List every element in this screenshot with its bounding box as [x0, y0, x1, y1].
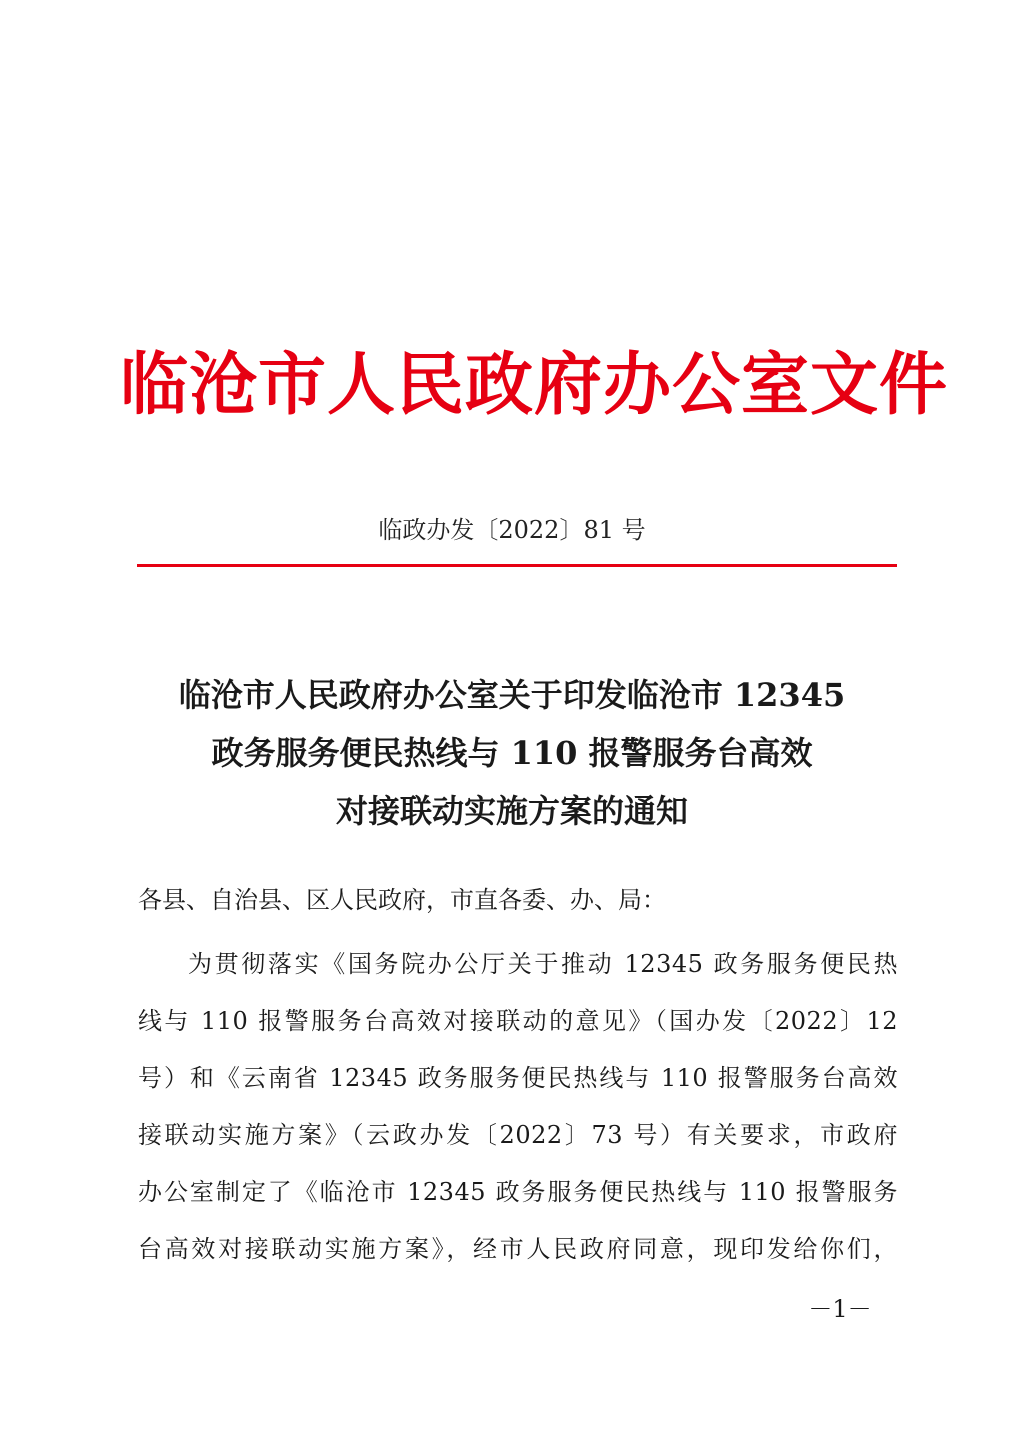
salutation: 各县、自治县、区人民政府，市直各委、办、局：	[138, 886, 666, 914]
page-number: －1－	[808, 1295, 872, 1323]
body-line: 号）和《云南省 12345 政务服务便民热线与 110 报警服务台高效	[138, 1064, 898, 1092]
red-divider-line	[137, 564, 897, 567]
document-number: 临政办发〔2022〕81 号	[378, 516, 646, 544]
title-line: 政务服务便民热线与 110 报警服务台高效	[211, 734, 813, 772]
body-line: 接联动实施方案》（云政办发〔2022〕73 号）有关要求，市政府	[138, 1121, 898, 1149]
title-line: 对接联动实施方案的通知	[335, 792, 688, 830]
body-line: 线与 110 报警服务台高效对接联动的意见》（国办发〔2022〕12	[138, 1007, 898, 1035]
body-paragraph	[138, 936, 898, 1278]
body-line: 台高效对接联动实施方案》，经市人民政府同意，现印发给你们，	[138, 1235, 898, 1263]
masthead-title: 临沧市人民政府办公室文件	[120, 345, 949, 425]
notice-title	[120, 666, 904, 840]
title-line: 临沧市人民政府办公室关于印发临沧市 12345	[178, 676, 846, 714]
body-line: 为贯彻落实《国务院办公厅关于推动 12345 政务服务便民热	[188, 950, 898, 978]
body-line: 办公室制定了《临沧市 12345 政务服务便民热线与 110 报警服务	[138, 1178, 898, 1206]
